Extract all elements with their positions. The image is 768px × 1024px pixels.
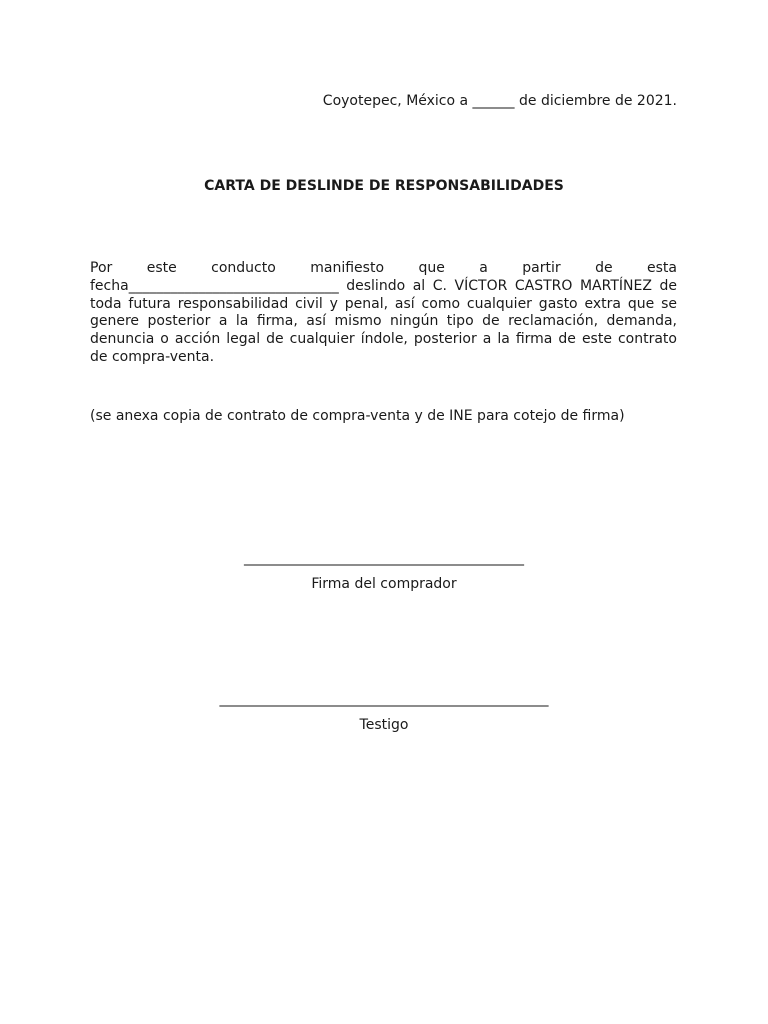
- date-line: Coyotepec, México a ______ de diciembre de 2021.: [322, 93, 677, 109]
- document-title: CARTA DE DESLINDE DE RESPONSABILIDADES: [204, 178, 564, 194]
- witness-signature-label: Testigo: [359, 717, 409, 733]
- buyer-signature-block: [0, 548, 768, 594]
- buyer-signature-line: ________________________________________: [244, 550, 524, 566]
- buyer-signature-label: Firma del comprador: [311, 576, 457, 592]
- witness-signature-line: _______________________________________________: [219, 691, 549, 707]
- witness-signature-block: [0, 689, 768, 735]
- annex-note: (se anexa copia de contrato de compra-venta y de INE para cotejo de firma): [90, 408, 625, 424]
- body-paragraph: Por este conducto manifiesto que a partir de esta fecha______________________________ deslindo al C. VÍCTOR CASTRO MARTÍNEZ de toda futura responsabilidad civil y penal, así como cualquier gasto extra que se genere posterior a la firma, así mismo ningún tipo de reclamación, demanda, denuncia o acción legal de cualquier índole, posterior a la firma de este contrato de compra-venta.: [90, 260, 677, 365]
